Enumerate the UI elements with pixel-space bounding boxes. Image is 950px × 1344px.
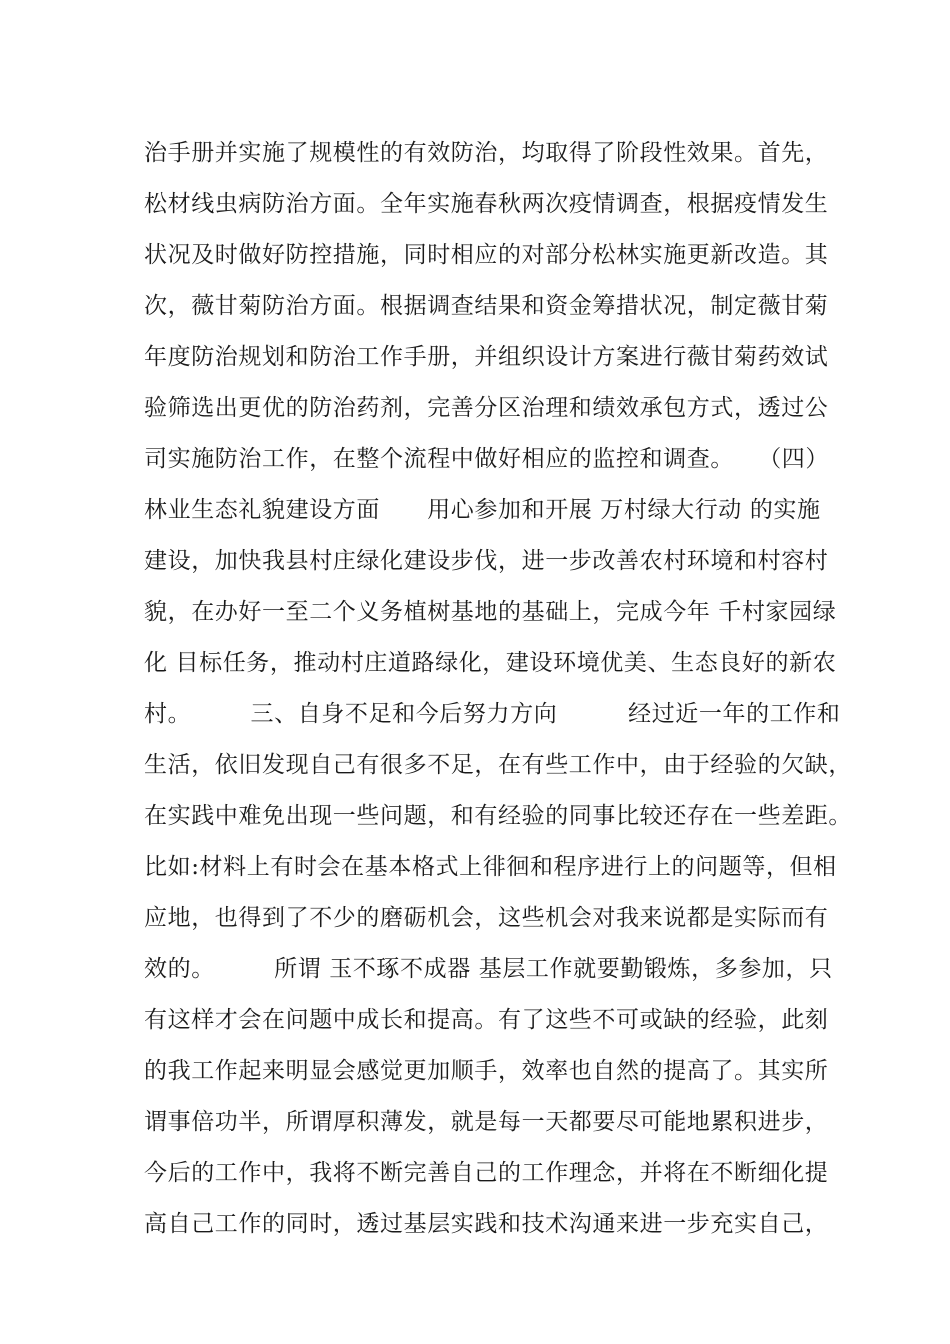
text-line: 有这样才会在问题中成长和提高。有了这些不可或缺的经验，此刻 xyxy=(144,1007,829,1033)
text-line: 谓事倍功半，所谓厚积薄发，就是每一天都要尽可能地累积进步， xyxy=(144,1109,829,1135)
text-line: 林业生态礼貌建设方面 用心参加和开展 万村绿大行动 的实施 xyxy=(144,497,821,523)
text-line: 状况及时做好防控措施，同时相应的对部分松林实施更新改造。其 xyxy=(144,242,829,268)
text-line: 村。 三、自身不足和今后努力方向 经过近一年的工作和 xyxy=(144,701,841,727)
text-line: 年度防治规划和防治工作手册，并组织设计方案进行薇甘菊药效试 xyxy=(144,344,829,370)
text-line: 应地，也得到了不少的磨砺机会，这些机会对我来说都是实际而有 xyxy=(144,905,829,931)
text-line: 的我工作起来明显会感觉更加顺手，效率也自然的提高了。其实所 xyxy=(144,1058,829,1084)
text-line: 今后的工作中，我将不断完善自己的工作理念，并将在不断细化提 xyxy=(144,1160,829,1186)
text-line: 松材线虫病防治方面。全年实施春秋两次疫情调查，根据疫情发生 xyxy=(144,191,829,217)
text-line: 司实施防治工作，在整个流程中做好相应的监控和调查。 （四） xyxy=(144,446,829,472)
text-line: 化 目标任务，推动村庄道路绿化，建设环境优美、生态良好的新农 xyxy=(144,650,837,676)
text-line: 验筛选出更优的防治药剂，完善分区治理和绩效承包方式，透过公 xyxy=(144,395,829,421)
text-line: 次，薇甘菊防治方面。根据调查结果和资金筹措状况，制定薇甘菊 xyxy=(144,293,829,319)
text-line: 效的。 所谓 玉不琢不成器 基层工作就要勤锻炼，多参加，只 xyxy=(144,956,833,982)
text-line: 生活，依旧发现自己有很多不足，在有些工作中，由于经验的欠缺， xyxy=(144,752,852,778)
text-line: 建设，加快我县村庄绿化建设步伐，进一步改善农村环境和村容村 xyxy=(144,548,829,574)
text-line: 治手册并实施了规模性的有效防治，均取得了阶段性效果。首先， xyxy=(144,140,829,166)
text-line: 高自己工作的同时，透过基层实践和技术沟通来进一步充实自己， xyxy=(144,1211,829,1237)
text-line: 在实践中难免出现一些问题，和有经验的同事比较还存在一些差距。 xyxy=(144,803,852,829)
text-line: 貌，在办好一至二个义务植树基地的基础上，完成今年 千村家园绿 xyxy=(144,599,837,625)
text-line: 比如:材料上有时会在基本格式上徘徊和程序进行上的问题等，但相 xyxy=(144,854,837,880)
body-text xyxy=(144,128,852,1250)
